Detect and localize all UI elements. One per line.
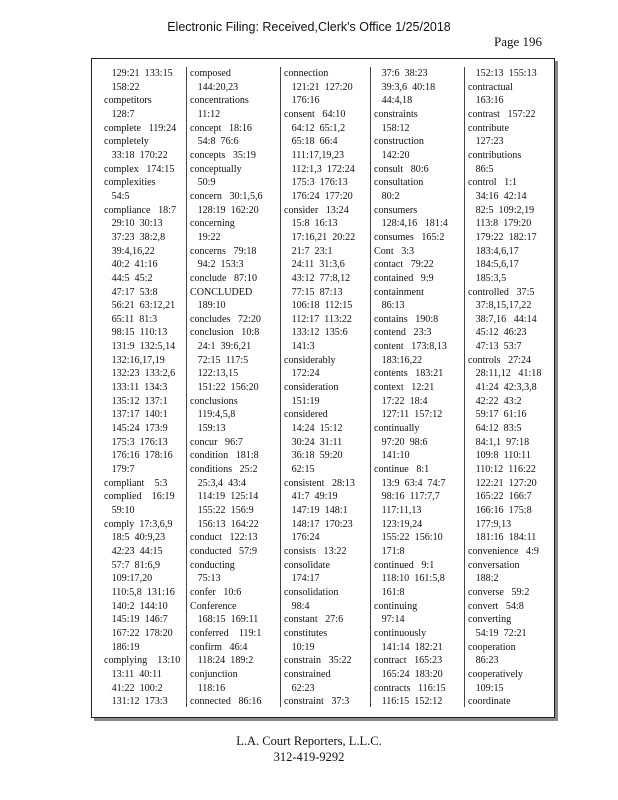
index-entry: 142:20 (374, 149, 410, 161)
index-entry: 183:4,6,17 (468, 245, 519, 257)
index-entry: 13:11 40:11 (104, 668, 162, 680)
index-entry: 174:17 (284, 573, 320, 585)
index-entry: CONCLUDED (190, 286, 253, 298)
index-entry: 62:23 (284, 682, 315, 694)
index-entry: convenience 4:9 (468, 545, 539, 557)
index-entry: conceptually (190, 163, 242, 175)
index-entry: complied 16:19 (104, 491, 175, 503)
index-entry: 47:13 53:7 (468, 341, 522, 353)
index-entry: consent 64:10 (284, 108, 346, 120)
index-entry: considered (284, 409, 328, 421)
index-entry: 86:13 (374, 300, 405, 312)
index-entry: consultation (374, 177, 424, 189)
index-entry: complete 119:24 (104, 122, 177, 134)
footer-company: L.A. Court Reporters, L.L.C. (236, 734, 382, 748)
index-entry: 42:23 44:15 (104, 545, 163, 557)
index-entry: 156:13 164:22 (190, 518, 259, 530)
index-entry: 137:17 140:1 (104, 409, 168, 421)
index-entry: concentrations (190, 95, 249, 107)
index-entry: 131:9 132:5,14 (104, 341, 176, 353)
index-entry: content 173:8,13 (374, 341, 447, 353)
index-entry: continued 9:1 (374, 559, 435, 571)
index-entry: consists 13:22 (284, 545, 347, 557)
index-entry: 64:12 65:1,2 (284, 122, 346, 134)
index-entry: 151:19 (284, 395, 320, 407)
index-entry: continuously (374, 627, 427, 639)
index-entry: continually (374, 423, 420, 435)
index-entry: 54:8 76:6 (190, 136, 239, 148)
index-entry: control 1:1 (468, 177, 518, 189)
index-entry: concern 30:1,5,6 (190, 190, 263, 202)
page-number: Page 196 (494, 34, 543, 49)
index-entry: continuing (374, 600, 418, 612)
index-column-1 (104, 67, 184, 707)
index-entry: 109:17,20 (104, 573, 153, 585)
index-entry: 176:16 178:16 (104, 450, 173, 462)
index-entry: contracts 116:15 (374, 682, 446, 694)
index-entry: conduct 122:13 (190, 532, 258, 544)
index-entry: 24:11 31:3,6 (284, 259, 345, 271)
index-entry: 54:19 72:21 (468, 627, 527, 639)
index-entry: 118:16 (190, 682, 226, 694)
index-entry: 127:23 (468, 136, 504, 148)
index-entry: 179:7 (104, 464, 135, 476)
footer-phone: 312-419-9292 (273, 750, 345, 764)
index-entry: 34:16 42:14 (468, 190, 527, 202)
index-entry: compliance 18:7 (104, 204, 177, 216)
index-entry: construction (374, 136, 424, 148)
index-entry: 21:7 23:1 (284, 245, 333, 257)
index-entry: 13:9 63:4 74:7 (374, 477, 446, 489)
index-entry: 38:7,16 44:14 (468, 313, 537, 325)
index-entry: contains 190:8 (374, 313, 439, 325)
index-entry: containment (374, 286, 424, 298)
index-entry: Cont 3:3 (374, 245, 415, 257)
index-entry: contract 165:23 (374, 655, 443, 667)
index-entry: 56:21 63:12,21 (104, 300, 176, 312)
word-index-table (91, 58, 555, 718)
index-entry: considerably (284, 354, 336, 366)
index-entry: 45:12 46:23 (468, 327, 527, 339)
index-entry: conclusions (190, 395, 238, 407)
index-entry: Conference (190, 600, 237, 612)
index-entry: conditions 25:2 (190, 464, 258, 476)
index-entry: constrained (284, 668, 331, 680)
index-entry: 59:10 (104, 505, 135, 516)
index-entry: 175:3 176:13 (104, 436, 168, 448)
index-entry: 14:24 15:12 (284, 423, 343, 435)
index-entry: constraints (374, 108, 418, 120)
index-entry: completely (104, 136, 149, 148)
index-entry: 151:22 156:20 (190, 382, 259, 394)
index-entry: 86:5 (468, 163, 494, 175)
index-entry: 18:5 40:9,23 (104, 532, 166, 544)
index-entry: consistent 28:13 (284, 477, 355, 489)
index-entry: conducted 57:9 (190, 545, 257, 557)
index-entry: 44:5 45:2 (104, 272, 153, 284)
index-entry: 140:2 144:10 (104, 600, 168, 612)
index-entry: 171:8 (374, 545, 405, 557)
index-entry: condition 181:8 (190, 450, 259, 462)
index-entry: 17:16,21 20:22 (284, 231, 356, 243)
index-entry: contents 183:21 (374, 368, 444, 380)
index-entry: continue 8:1 (374, 464, 430, 476)
index-entry: 179:22 182:17 (468, 231, 537, 243)
index-entry: 129:21 133:15 (104, 68, 173, 79)
index-entry: controls 27:24 (468, 354, 532, 366)
index-entry: 119:4,5,8 (190, 409, 236, 421)
index-entry: 64:12 83:5 (468, 423, 522, 435)
index-entry: conclude 87:10 (190, 272, 257, 284)
index-entry: 40:2 41:16 (104, 259, 158, 271)
index-entry: 65:11 81:3 (104, 313, 158, 325)
index-entry: 84:1,1 97:18 (468, 436, 530, 448)
index-entry: 172:24 (284, 368, 320, 380)
index-entry: 158:12 (374, 122, 410, 134)
index-entry: 131:12 173:3 (104, 696, 168, 707)
index-entry: 62:15 (284, 464, 315, 476)
index-entry: 41:24 42:3,3,8 (468, 382, 537, 394)
index-entry: 19:22 (190, 231, 221, 243)
index-entry: 97:20 98:6 (374, 436, 428, 448)
index-entry: 112:1,3 172:24 (284, 163, 355, 175)
index-entry: 43:12 77:8,12 (284, 272, 351, 284)
index-entry: consideration (284, 382, 339, 394)
index-entry: 11:12 (190, 108, 221, 120)
index-entry: contribute (468, 122, 509, 134)
index-entry: 141:3 (284, 341, 315, 353)
index-entry: 33:18 170:22 (104, 149, 168, 161)
index-entry: 37:8,15,17,22 (468, 300, 532, 312)
index-entry: 176:16 (284, 95, 320, 107)
index-entry: 30:24 31:11 (284, 436, 343, 448)
index-entry: 75:13 (190, 573, 221, 585)
index-column-2 (186, 67, 280, 707)
index-entry: cooperatively (468, 668, 523, 680)
index-entry: conclusion 10:8 (190, 327, 260, 339)
index-entry: comply 17:3,6,9 (104, 518, 173, 530)
index-entry: contrast 157:22 (468, 108, 536, 120)
index-entry: 37:6 38:23 (374, 68, 428, 79)
index-entry: 122:13,15 (190, 368, 239, 380)
index-entry: 98:15 110:13 (104, 327, 168, 339)
index-entry: 166:16 175:8 (468, 505, 532, 516)
index-entry: complex 174:15 (104, 163, 175, 175)
index-entry: 98:16 117:7,7 (374, 491, 440, 503)
index-entry: 135:12 137:1 (104, 395, 168, 407)
index-entry: constitutes (284, 627, 328, 639)
index-entry: composed (190, 68, 231, 79)
index-entry: connected 86:16 (190, 696, 262, 707)
index-entry: 47:17 53:8 (104, 286, 158, 298)
index-entry: 181:16 184:11 (468, 532, 537, 544)
index-entry: converting (468, 614, 512, 626)
index-entry: contend 23:3 (374, 327, 432, 339)
index-entry: consult 80:6 (374, 163, 429, 175)
index-entry: 128:4,16 181:4 (374, 218, 448, 230)
index-entry: 161:8 (374, 586, 405, 598)
index-entry: 123:19,24 (374, 518, 423, 530)
index-entry: contributions (468, 149, 522, 161)
index-entry: 128:7 (104, 108, 135, 120)
index-entry: confirm 46:4 (190, 641, 248, 653)
index-entry: 183:16,22 (374, 354, 423, 366)
index-entry: 165:24 183:20 (374, 668, 443, 680)
index-entry: 141:10 (374, 450, 410, 462)
index-entry: 155:22 156:9 (190, 505, 254, 516)
index-entry: 94:2 153:3 (190, 259, 244, 271)
index-column-5 (464, 67, 554, 707)
index-entry: 175:3 176:13 (284, 177, 348, 189)
index-entry: 36:18 59:20 (284, 450, 343, 462)
index-entry: conversation (468, 559, 520, 571)
index-entry: concludes 72:20 (190, 313, 261, 325)
index-entry: contractual (468, 81, 513, 93)
index-entry: 44:4,18 (374, 95, 413, 107)
index-entry: consumers (374, 204, 418, 216)
index-entry: 141:14 182:21 (374, 641, 443, 653)
index-entry: 110:5,8 131:16 (104, 586, 175, 598)
index-entry: conferred 119:1 (190, 627, 262, 639)
index-entry: concept 18:16 (190, 122, 252, 134)
index-entry: 155:22 156:10 (374, 532, 443, 544)
index-entry: 10:19 (284, 641, 315, 653)
index-entry: 39:4,16,22 (104, 245, 155, 257)
index-entry: coordinate (468, 696, 511, 707)
index-entry: 116:15 152:12 (374, 696, 443, 707)
index-entry: concepts 35:19 (190, 149, 256, 161)
index-entry: consolidation (284, 586, 339, 598)
index-entry: 82:5 109:2,19 (468, 204, 535, 216)
index-entry: 15:8 16:13 (284, 218, 338, 230)
index-entry: constraint 37:3 (284, 696, 350, 707)
index-entry: 163:16 (468, 95, 504, 107)
index-entry: 133:12 135:6 (284, 327, 348, 339)
index-entry: 41:22 100:2 (104, 682, 163, 694)
index-entry: 133:11 134:3 (104, 382, 168, 394)
index-entry: 110:12 116:22 (468, 464, 536, 476)
index-entry: complexities (104, 177, 156, 189)
index-entry: concerning (190, 218, 235, 230)
index-entry: 28:11,12 41:18 (468, 368, 542, 380)
index-entry: 54:5 (104, 190, 130, 202)
index-entry: 59:17 61:16 (468, 409, 527, 421)
index-entry: 98:4 (284, 600, 310, 612)
index-entry: 121:21 127:20 (284, 81, 353, 93)
index-entry: 118:10 161:5,8 (374, 573, 445, 585)
index-entry: competitors (104, 95, 152, 107)
index-entry: constrain 35:22 (284, 655, 352, 667)
index-entry: 152:13 155:13 (468, 68, 537, 79)
index-entry: 165:22 166:7 (468, 491, 532, 503)
index-entry: 189:10 (190, 300, 226, 312)
index-entry: conjunction (190, 668, 238, 680)
index-entry: 147:19 148:1 (284, 505, 348, 516)
index-entry: context 12:21 (374, 382, 435, 394)
index-entry: 29:10 30:13 (104, 218, 163, 230)
index-entry: 186:19 (104, 641, 140, 653)
index-entry: 122:21 127:20 (468, 477, 537, 489)
index-entry: conducting (190, 559, 235, 571)
index-entry: concur 96:7 (190, 436, 243, 448)
index-entry: 177:9,13 (468, 518, 512, 530)
index-entry: 132:23 133:2,6 (104, 368, 176, 380)
index-entry: 148:17 170:23 (284, 518, 353, 530)
index-entry: 80:2 (374, 190, 400, 202)
index-entry: 118:24 189:2 (190, 655, 254, 667)
index-entry: 50:9 (190, 177, 216, 189)
index-entry: contained 9:9 (374, 272, 434, 284)
index-entry: 114:19 125:14 (190, 491, 259, 503)
index-entry: convert 54:8 (468, 600, 524, 612)
index-entry: 176:24 177:20 (284, 190, 353, 202)
index-entry: connection (284, 68, 329, 79)
index-entry: compliant 5:3 (104, 477, 168, 489)
index-entry: 111:17,19,23 (284, 149, 345, 161)
index-entry: 145:24 173:9 (104, 423, 168, 435)
filing-stamp-header: Electronic Filing: Received,Clerk's Office 1/25/2018 (167, 20, 451, 34)
index-entry: 109:8 110:11 (468, 450, 531, 462)
index-entry: controlled 37:5 (468, 286, 535, 298)
index-entry: 176:24 (284, 532, 320, 544)
index-entry: 37:23 38:2,8 (104, 231, 166, 243)
index-entry: 112:17 113:22 (284, 313, 352, 325)
index-entry: 159:13 (190, 423, 226, 435)
index-entry: cooperation (468, 641, 516, 653)
index-entry: 132:16,17,19 (104, 354, 165, 366)
index-entry: 145:19 146:7 (104, 614, 168, 626)
index-entry: 185:3,5 (468, 272, 507, 284)
index-entry: 24:1 39:6,21 (190, 341, 252, 353)
index-column-4 (370, 67, 466, 707)
index-entry: constant 27:6 (284, 614, 344, 626)
index-entry: 57:7 81:6,9 (104, 559, 161, 571)
index-entry: 86:23 (468, 655, 499, 667)
index-entry: 188:2 (468, 573, 499, 585)
index-entry: 113:8 179:20 (468, 218, 532, 230)
index-column-3 (280, 67, 370, 707)
index-entry: converse 59:2 (468, 586, 530, 598)
index-entry: 117:11,13 (374, 505, 422, 516)
index-entry: 184:5,6,17 (468, 259, 519, 271)
index-entry: 127:11 157:12 (374, 409, 443, 421)
index-entry: 144:20,23 (190, 81, 239, 93)
index-entry: 158:22 (104, 81, 140, 93)
index-entry: 42:22 43:2 (468, 395, 522, 407)
index-entry: 72:15 117:5 (190, 354, 249, 366)
index-entry: 25:3,4 43:4 (190, 477, 247, 489)
index-entry: 128:19 162:20 (190, 204, 259, 216)
index-entry: 65:18 66:4 (284, 136, 338, 148)
index-entry: consumes 165:2 (374, 231, 445, 243)
index-entry: 109:15 (468, 682, 504, 694)
index-entry: 77:15 87:13 (284, 286, 343, 298)
index-entry: 106:18 112:15 (284, 300, 353, 312)
index-entry: 97:14 (374, 614, 405, 626)
index-entry: 17:22 18:4 (374, 395, 428, 407)
index-entry: 167:22 178:20 (104, 627, 173, 639)
index-entry: consolidate (284, 559, 330, 571)
index-entry: complying 13:10 (104, 655, 181, 667)
index-entry: confer 10:6 (190, 586, 242, 598)
index-entry: concerns 79:18 (190, 245, 257, 257)
index-entry: 168:15 169:11 (190, 614, 259, 626)
index-entry: contact 79:22 (374, 259, 434, 271)
index-entry: consider 13:24 (284, 204, 349, 216)
index-entry: 39:3,6 40:18 (374, 81, 436, 93)
index-entry: 41:7 49:19 (284, 491, 338, 503)
